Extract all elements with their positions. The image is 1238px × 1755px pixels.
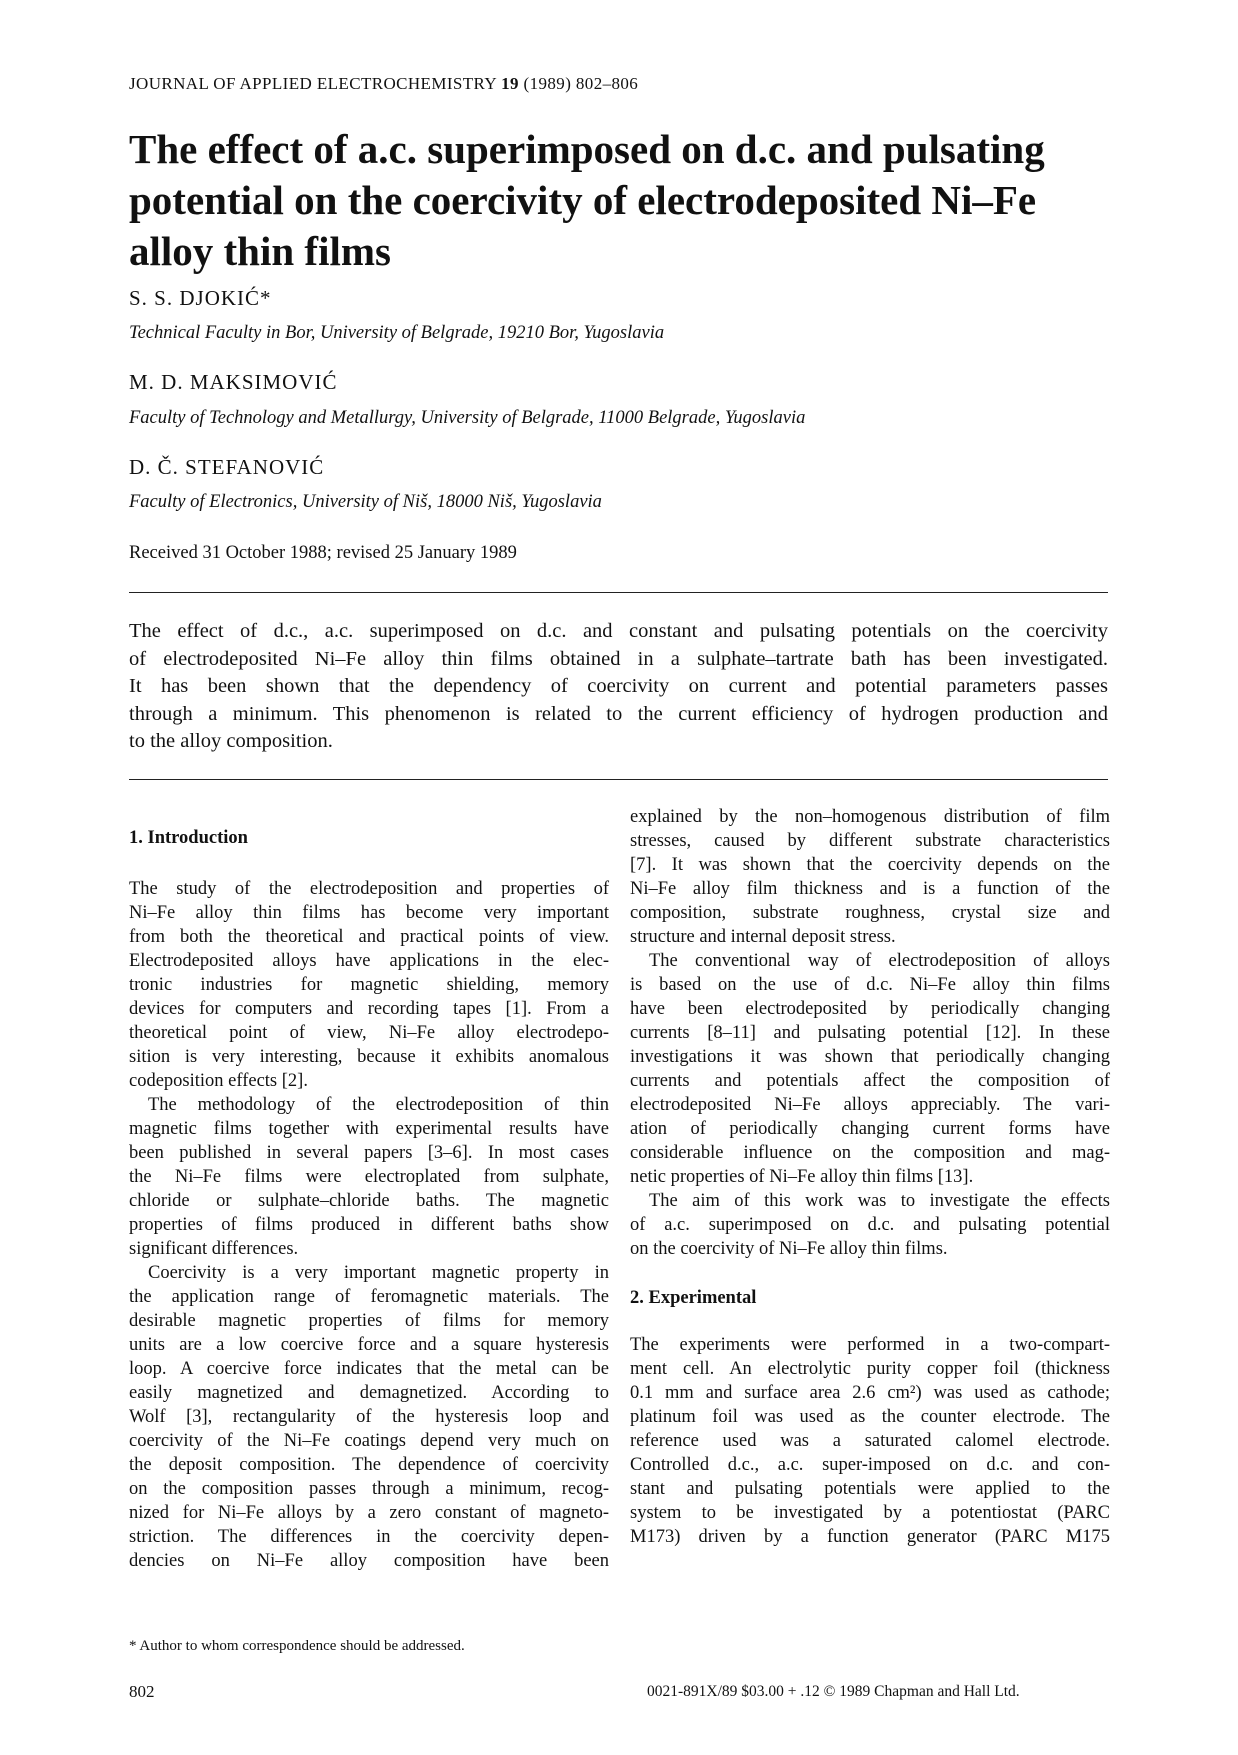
- body-line: theoretical point of view, Ni–Fe alloy electrodepo-: [129, 1023, 609, 1043]
- body-line: Wolf [3], rectangularity of the hysteresis loop and: [129, 1407, 609, 1427]
- title-line: alloy thin films: [129, 228, 391, 274]
- author-affiliation: Faculty of Technology and Metallurgy, University of Belgrade, 11000 Belgrade, Yugoslavia: [129, 408, 806, 428]
- body-line: desirable magnetic properties of films for memory: [129, 1311, 609, 1331]
- body-line: [7]. It was shown that the coercivity depends on the: [630, 855, 1110, 875]
- body-line: codeposition effects [2].: [129, 1071, 308, 1091]
- body-line: properties of films produced in different baths show: [129, 1215, 609, 1235]
- body-line: reference used was a saturated calomel electrode.: [630, 1431, 1110, 1451]
- body-line: on the coercivity of Ni–Fe alloy thin films.: [630, 1239, 948, 1259]
- body-line: structure and internal deposit stress.: [630, 927, 896, 947]
- body-line: system to be investigated by a potentiostat (PARC: [630, 1503, 1110, 1523]
- body-line: from both the theoretical and practical points of view.: [129, 927, 609, 947]
- section-heading: 2. Experimental: [630, 1288, 757, 1308]
- body-line: netic properties of Ni–Fe alloy thin films [13].: [630, 1167, 974, 1187]
- body-line: coercivity of the Ni–Fe coatings depend very much on: [129, 1431, 609, 1451]
- body-line: Controlled d.c., a.c. super-imposed on d.c. and con-: [630, 1455, 1110, 1475]
- body-line: The aim of this work was to investigate the effects: [649, 1191, 1110, 1211]
- body-line: stresses, caused by different substrate characteristics: [630, 831, 1110, 851]
- body-line: The methodology of the electrodeposition of thin: [148, 1095, 609, 1115]
- body-line: the Ni–Fe films were electroplated from sulphate,: [129, 1167, 609, 1187]
- body-line: Electrodeposited alloys have applications in the elec-: [129, 951, 609, 971]
- journal-volume: 19: [501, 74, 519, 93]
- body-line: devices for computers and recording tapes [1]. From a: [129, 999, 609, 1019]
- section-heading: 1. Introduction: [129, 828, 248, 848]
- author-name: D. Č. STEFANOVIĆ: [129, 455, 325, 479]
- journal-header: [129, 74, 638, 94]
- received-dates: Received 31 October 1988; revised 25 January 1989: [129, 543, 517, 563]
- author-name: M. D. MAKSIMOVIĆ: [129, 370, 338, 394]
- footnote: * Author to whom correspondence should be addressed.: [129, 1638, 465, 1654]
- body-line: M173) driven by a function generator (PARC M175: [630, 1527, 1110, 1547]
- body-line: considerable influence on the composition and mag-: [630, 1143, 1110, 1163]
- body-line: The study of the electrodeposition and properties of: [129, 879, 609, 899]
- abstract-line: The effect of d.c., a.c. superimposed on d.c. and constant and pulsating potentials on the coercivity: [129, 620, 1108, 642]
- body-line: loop. A coercive force indicates that the metal can be: [129, 1359, 609, 1379]
- author-affiliation: Faculty of Electronics, University of Niš, 18000 Niš, Yugoslavia: [129, 492, 602, 512]
- abstract-line: through a minimum. This phenomenon is related to the current efficiency of hydrogen production and: [129, 702, 1108, 725]
- title-line: The effect of a.c. superimposed on d.c. and pulsating: [129, 126, 1045, 172]
- body-line: striction. The differences in the coercivity depen-: [129, 1527, 609, 1547]
- body-line: magnetic films together with experimental results have: [129, 1119, 609, 1139]
- body-line: ation of periodically changing current forms have: [630, 1119, 1110, 1139]
- author-affiliation: Technical Faculty in Bor, University of Belgrade, 19210 Bor, Yugoslavia: [129, 323, 665, 343]
- body-line: have been electrodeposited by periodically changing: [630, 999, 1110, 1019]
- body-line: Coercivity is a very important magnetic property in: [148, 1263, 609, 1283]
- body-line: currents and potentials affect the composition of: [630, 1071, 1110, 1091]
- body-line: dencies on Ni–Fe alloy composition have been: [129, 1551, 609, 1571]
- body-line: units are a low coercive force and a square hysteresis: [129, 1335, 609, 1355]
- copyright-line: 0021-891X/89 $03.00 + .12 © 1989 Chapman and Hall Ltd.: [647, 1683, 1020, 1700]
- author-name: S. S. DJOKIĆ*: [129, 286, 272, 310]
- body-line: Ni–Fe alloy film thickness and is a function of the: [630, 879, 1110, 899]
- rule-bottom: [129, 779, 1108, 780]
- abstract-line: It has been shown that the dependency of coercivity on current and potential parameters passes: [129, 675, 1108, 697]
- body-line: investigations it was shown that periodically changing: [630, 1047, 1110, 1067]
- body-line: The conventional way of electrodeposition of alloys: [649, 951, 1110, 971]
- body-line: on the composition passes through a minimum, recog-: [129, 1479, 609, 1499]
- page-number: 802: [129, 1682, 155, 1701]
- body-line: chloride or sulphate–chloride baths. The magnetic: [129, 1191, 609, 1211]
- body-line: is based on the use of d.c. Ni–Fe alloy thin films: [630, 975, 1110, 995]
- journal-year-pages: (1989) 802–806: [523, 74, 639, 93]
- article-title: [129, 124, 1129, 277]
- body-line: sition is very interesting, because it exhibits anomalous: [129, 1047, 609, 1067]
- rule-top: [129, 592, 1108, 593]
- body-line: composition, substrate roughness, crystal size and: [630, 903, 1110, 923]
- body-line: nized for Ni–Fe alloys by a zero constant of magneto-: [129, 1503, 609, 1523]
- body-line: Ni–Fe alloy thin films has become very important: [129, 903, 609, 923]
- body-line: explained by the non–homogenous distribution of film: [630, 807, 1110, 827]
- abstract: [129, 618, 1108, 756]
- body-line: electrodeposited Ni–Fe alloys appreciably. The vari-: [630, 1095, 1110, 1115]
- body-line: stant and pulsating potentials were applied to the: [630, 1479, 1110, 1499]
- body-line: The experiments were performed in a two-compart-: [630, 1335, 1110, 1355]
- body-line: easily magnetized and demagnetized. According to: [129, 1383, 609, 1403]
- body-line: the application range of feromagnetic materials. The: [129, 1287, 609, 1307]
- journal-name: JOURNAL OF APPLIED ELECTROCHEMISTRY: [129, 74, 497, 93]
- abstract-line: to the alloy composition.: [129, 730, 333, 752]
- title-line: potential on the coercivity of electrodeposited Ni–Fe: [129, 177, 1037, 223]
- body-line: the deposit composition. The dependence of coercivity: [129, 1455, 609, 1475]
- body-line: of a.c. superimposed on d.c. and pulsating potential: [630, 1215, 1110, 1235]
- body-line: 0.1 mm and surface area 2.6 cm²) was used as cathode;: [630, 1383, 1110, 1403]
- body-line: currents [8–11] and pulsating potential [12]. In these: [630, 1023, 1110, 1043]
- abstract-line: of electrodeposited Ni–Fe alloy thin films obtained in a sulphate–tartrate bath has been investigated.: [129, 647, 1108, 670]
- body-line: platinum foil was used as the counter electrode. The: [630, 1407, 1110, 1427]
- body-line: significant differences.: [129, 1239, 299, 1259]
- body-line: been published in several papers [3–6]. In most cases: [129, 1143, 609, 1163]
- body-line: ment cell. An electrolytic purity copper foil (thickness: [630, 1359, 1110, 1379]
- body-line: tronic industries for magnetic shielding, memory: [129, 975, 609, 995]
